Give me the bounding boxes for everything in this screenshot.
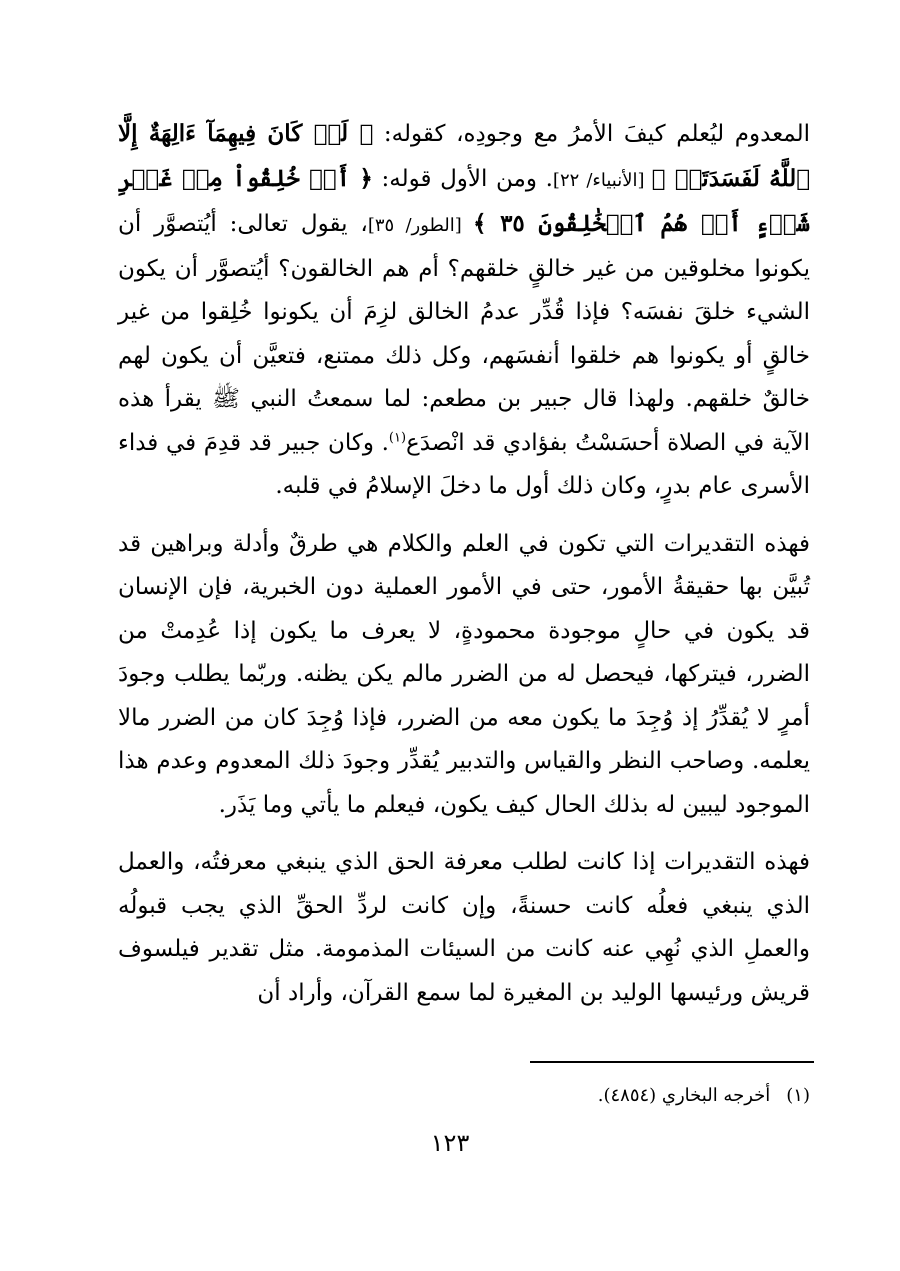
text-segment: ، يقول تعالى: أيُتصوَّر أن يكونوا مخلوقين من غير خالقٍ خلقهم؟ أم هم الخالقون؟ أيُتصوَّر أن يكون الشيء خلقَ نفسَه؟ فإذا قُدِّر عدمُ الخالق لزِمَ أن يكونوا خُلِقوا من غير خالقٍ أو يكونوا هم خلقوا أنفسَهم، وكل ذلك ممتنع، فتعيَّن أن يكون لهم خالقٌ خلقهم. ولهذا قال جبير بن مطعم: لما سمعتُ النبي ﷺ يقرأ هذه الآية في الصلاة أحسَسْتُ بفؤادي قد انْصدَع [118,211,810,456]
footnote-text: أخرجه البخاري (٤٨٥٤). [597,1085,771,1106]
text-segment: المعدوم ليُعلم كيفَ الأمرُ مع وجودِه، كقوله: [373,121,811,147]
footnote-marker: (١) [388,429,407,445]
quran-verse-tur: ﴿ أَمۡ خُلِقُواْ مِنۡ غَيۡرِ شَيۡءٍ أَمۡ هُمُ ٱلۡخَٰلِقُونَ ٣٥ ﴾ [118,164,810,237]
paragraph-1 [118,112,810,509]
footnote-number: (١) [786,1085,810,1106]
text-segment: . وكان جبير قد قدِمَ في فداء الأسرى عام بدرٍ، وكان ذلك أول ما دخلَ الإسلامُ في قلبه. [118,429,810,499]
text-segment: . ومن الأول قوله: [372,165,553,192]
quran-verse-anbiya: ﴿ لَوۡ كَانَ فِيهِمَآ ءَالِهَةٌ إِلَّا ٱللَّهُ لَفَسَدَتَاۚ ﴾ [118,120,811,192]
main-text [118,112,810,1015]
verse-reference-tur: [الطور/ ٣٥] [367,215,474,236]
verse-reference-anbiya: [الأنبياء/ ٢٢] [552,169,652,191]
paragraph-3: فهذه التقديرات إذا كانت لطلب معرفة الحق الذي ينبغي معرفتُه، والعمل الذي ينبغي فعلُه كانت حسنةً، وإن كانت لردِّ الحقِّ الذي يجب قبولُه والعملِ الذي نُهِي عنه كانت من السيئات المذمومة. مثل تقدير فيلسوف قريش ورئيسها الوليد بن المغيرة لما سمع القرآن، وأراد أن [118,849,810,1006]
page-number: ١٢٣ [430,1129,470,1157]
footnote [300,1082,810,1110]
paragraph-2: فهذه التقديرات التي تكون في العلم والكلام هي طرقٌ وأدلة وبراهين قد تُبيَّن بها حقيقةُ الأمور، حتى في الأمور العملية دون الخبرية، فإن الإنسان قد يكون في حالٍ موجودة محمودةٍ، لا يعرف ما يكون إذا عُدِمتْ من الضرر، فيتركها، فيحصل له من الضرر مالم يكن يظنه. وربّما يطلب وجودَ أمرٍ لا يُقدِّرُ إذ وُجِدَ ما يكون معه من الضرر، فإذا وُجِدَ كان من الضرر مالا يعلمه. وصاحب النظر والقياس والتدبير يُقدِّر وجودَ ذلك المعدوم وعدم هذا الموجود ليبين له بذلك الحال كيف يكون، فيعلم ما يأتي وما يَذَر. [118,530,810,818]
footnote-divider [530,1061,814,1063]
